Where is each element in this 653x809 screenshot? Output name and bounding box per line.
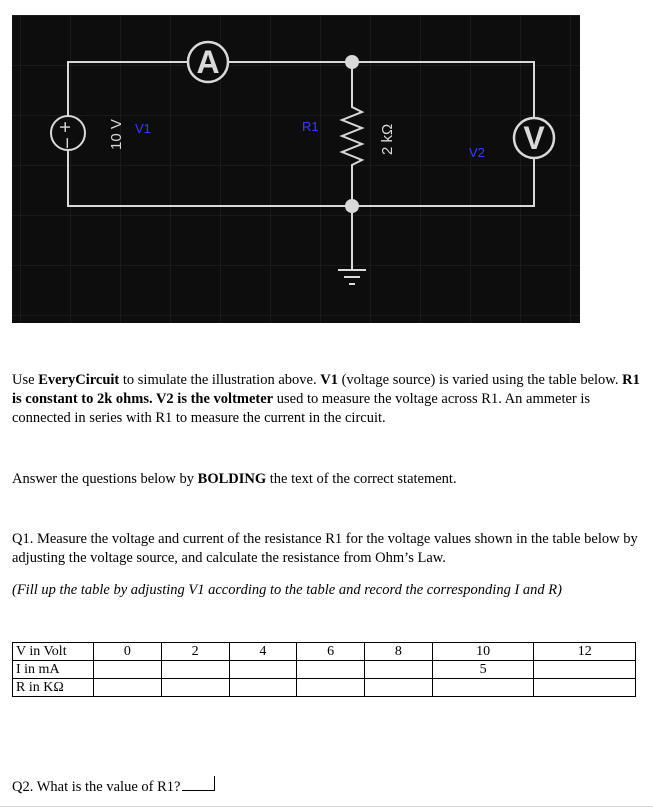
table-cell[interactable] xyxy=(161,679,229,697)
table-row-header: I in mA xyxy=(13,661,94,679)
intro-text-2: to simulate the illustration above. xyxy=(119,372,321,388)
table-cell[interactable] xyxy=(94,679,162,697)
table-cell[interactable] xyxy=(365,661,433,679)
table-row-header: V in Volt xyxy=(13,643,94,661)
question-2 xyxy=(12,776,215,796)
table-cell[interactable]: 10 xyxy=(432,643,534,661)
source-value-label: 10 V xyxy=(108,119,125,150)
instruction-text-1: Answer the questions below by xyxy=(12,471,198,487)
ammeter-symbol: A xyxy=(196,44,220,80)
table-cell[interactable]: 5 xyxy=(432,661,534,679)
table-cell[interactable]: 12 xyxy=(534,643,636,661)
instruction-bold: BOLDING xyxy=(197,471,267,487)
answer-blank[interactable] xyxy=(182,776,215,791)
page-bottom-divider xyxy=(0,806,653,807)
source-minus: − xyxy=(57,137,79,149)
table-row xyxy=(13,643,636,661)
table-cell[interactable] xyxy=(161,661,229,679)
intro-paragraph xyxy=(12,371,642,428)
table-cell[interactable]: 6 xyxy=(297,643,365,661)
intro-text-1: Use xyxy=(12,372,39,388)
table-cell[interactable] xyxy=(297,661,365,679)
instruction-text-2: the text of the correct statement. xyxy=(266,471,457,487)
table-cell[interactable] xyxy=(432,679,534,697)
question-1-note: (Fill up the table by adjusting V1 according to the table and record the corresponding I and R) xyxy=(12,582,562,598)
table-cell[interactable] xyxy=(534,661,636,679)
table-cell[interactable] xyxy=(365,679,433,697)
table-row xyxy=(13,679,636,697)
table-row xyxy=(13,661,636,679)
voltage-source xyxy=(51,116,85,150)
voltmeter-name-label: V2 xyxy=(469,145,485,160)
intro-text-3: (voltage source) is varied using the table below. xyxy=(337,372,623,388)
question-1-text: Q1. Measure the voltage and current of the resistance R1 for the voltage values shown in the table below by adjusting the voltage source, and calculate the resistance from Ohm’s Law. xyxy=(12,531,638,566)
junction-bottom xyxy=(345,199,359,213)
table-cell[interactable] xyxy=(229,661,297,679)
table-cell[interactable]: 0 xyxy=(94,643,162,661)
resistor-value-label: 2 kΩ xyxy=(379,123,396,155)
source-plus: + xyxy=(55,121,77,133)
table-cell[interactable]: 4 xyxy=(229,643,297,661)
intro-bold-v1: V1 xyxy=(320,372,338,388)
table-cell[interactable] xyxy=(534,679,636,697)
circuit-diagram xyxy=(12,15,580,323)
question-2-text: Q2. What is the value of R1? xyxy=(12,779,181,795)
table-cell[interactable]: 8 xyxy=(365,643,433,661)
ammeter xyxy=(188,42,228,82)
table-cell[interactable] xyxy=(297,679,365,697)
table-row-header: R in KΩ xyxy=(13,679,94,697)
source-name-label: V1 xyxy=(135,121,151,136)
measurement-table xyxy=(12,642,636,697)
instruction-paragraph xyxy=(12,470,642,489)
table-cell[interactable]: 2 xyxy=(161,643,229,661)
intro-bold-r1-v2: R1 is constant to 2k ohms. V2 is the voltmeter xyxy=(12,372,640,407)
intro-bold-everycircuit: EveryCircuit xyxy=(38,372,120,388)
voltmeter-symbol: V xyxy=(523,120,545,156)
voltmeter xyxy=(514,118,554,158)
table-cell[interactable] xyxy=(229,679,297,697)
intro-text-4: used to measure the voltage across R1. An ammeter is connected in series with R1 to measure the current in the circuit. xyxy=(12,391,591,426)
junction-top xyxy=(345,55,359,69)
resistor-name-label: R1 xyxy=(302,119,319,134)
table-cell[interactable] xyxy=(94,661,162,679)
